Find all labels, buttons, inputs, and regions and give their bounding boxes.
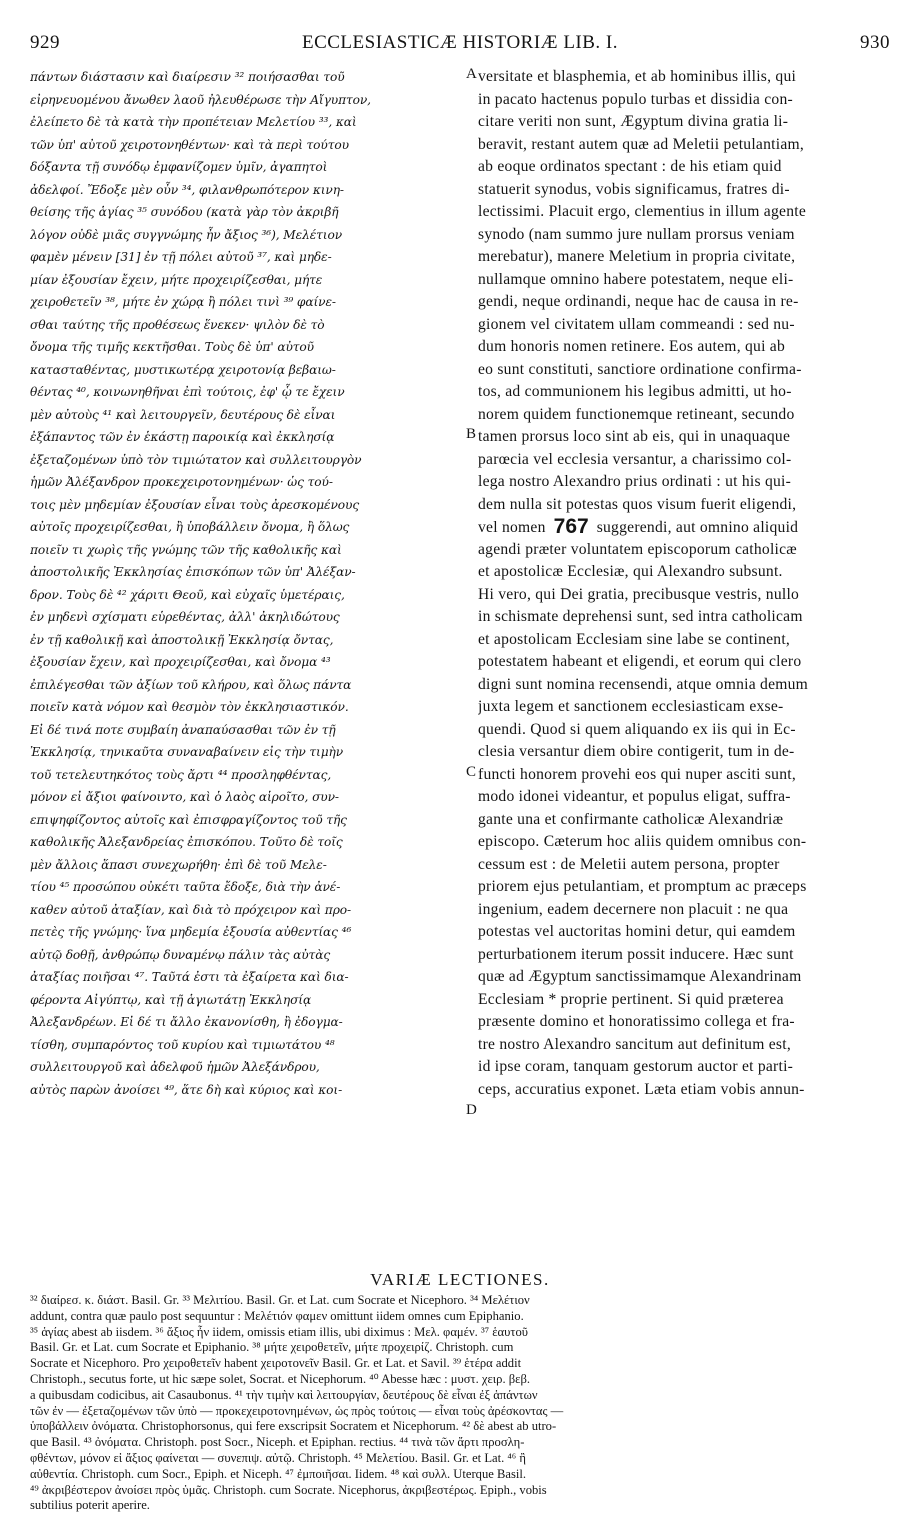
text-line: synodo (nam summo jure nullam prorsus veniam [478,225,795,243]
text-line: δόξαντα τῇ συνόδῳ ἐμφανίζομεν ὑμῖν, ἀγαπητοὶ [30,160,328,174]
text-fragment: suggerendi, aut omnino aliquid [596,519,799,536]
text-line: norem quidem functionemque retineant, secundo [478,405,795,423]
text-line: in pacato hactenus populo turbas et dissidia con- [478,90,793,108]
text-line: μίαν ἐξουσίαν ἔχειν, μήτε προχειρίζεσθαι, μήτε [30,272,323,287]
text-line: τῶν ὑπ' αὐτοῦ χειροτονηθέντων· καὶ τὰ περὶ τούτου [30,137,349,152]
text-line: modo idonei videantur, et populus eligat, suffra- [478,788,791,805]
text-line: Εἰ δέ τινά ποτε συμβαίη ἀναπαύσασθαι τῶν ἐν τῇ [30,722,336,737]
text-line: agendi præter voluntatem episcoporum catholicæ [478,540,797,558]
text-line: ἐν τῇ καθολικῇ καὶ ἀποστολικῇ Ἐκκλησίᾳ ὄντας, [30,632,334,647]
text-line: μὲν αὐτοὺς ⁴¹ καὶ λειτουργεῖν, δευτέρους δὲ εἶναι [30,407,336,422]
text-line: ποιεῖν κατὰ νόμον καὶ θεσμὸν τὸν ἐκκλησιαστικόν. [30,700,349,714]
text-line: priorem ejus petulantiam, et promptum ac præceps [478,878,807,895]
section-marker-a: A [466,66,477,82]
text-line: επιψηφίζοντος αὐτοῖς καὶ ἐπισφραγίζοντος τοῦ τῆς [30,812,347,827]
variae-lectiones-notes [30,1293,892,1514]
note-line: Basil. Gr. et Lat. cum Socrate et Epiphanio. ³⁸ μήτε χειροθετεῖν, μήτε προχειρίζ. Christoph. cum [30,1340,514,1355]
text-line: αὐτὸς παρὼν ἀνοίσει ⁴⁹, ἅτε δὴ καὶ κύριος καὶ κοι- [30,1082,343,1097]
note-line: τῶν ἐν — ἐξεταζομένων τῶν ὑπὸ — προκεχειροτονημένων, ὡς πρὸς τούτοις — εἶναι τοὺς ἀρέσκοντας — [30,1403,564,1418]
text-line: gionem vel civitatem ullam commeandi : sed nu- [478,315,795,333]
text-line: δρον. Τοὺς δὲ ⁴² χάριτι Θεοῦ, καὶ εὐχαῖς ὑμετέραις, [30,587,345,602]
section-marker-d: D [466,1102,477,1118]
text-line: gendi, neque ordinandi, neque hac de causa in re- [478,293,799,310]
note-line: subtilius poterit aperire. [30,1498,150,1513]
section-marker-c: C [466,764,477,780]
page-number-right: 930 [860,32,890,53]
note-line: ³² διαίρεσ. κ. διάστ. Basil. Gr. ³³ Μελιτίου. Basil. Gr. et Lat. cum Socrate et Nicephoro. ³⁴ Μελέτιον [30,1293,530,1307]
text-line: perturbationem iterum possit inducere. Hæc sunt [478,945,794,963]
text-line: Ecclesiam * proprie pertinent. Si quid præterea [478,990,784,1008]
text-line: clesia versantur diem obire contigerit, tum in de- [478,743,795,760]
text-line: quendi. Quod si quem aliquando ex iis qui in Ec- [478,720,796,738]
text-line: gante una et confirmante catholicæ Alexandriæ [478,810,784,828]
text-line: τοῦ τετελευτηκότος τοὺς ἄρτι ⁴⁴ προσληφθέντας, [30,767,332,782]
text-line: μόνον εἰ ἄξιοι φαίνοιντο, καὶ ὁ λαὸς αἱροῖτο, συν- [30,790,339,804]
text-line: nullamque omnino habere potestatem, neque eli- [478,270,794,288]
text-line: θέντας ⁴⁰, κοινωνηθῆναι ἐπὶ τούτοις, ἐφ' ᾧ τε ἔχειν [30,385,345,399]
text-line: τίου ⁴⁵ προσώπου οὐκέτι ταῦτα ἔδοξε, διὰ τὴν ἀνέ- [30,880,341,894]
text-line: χειροθετεῖν ³⁸, μήτε ἐν χώρᾳ ἢ πόλει τινὶ ³⁹ φαίνε- [30,295,336,309]
text-line: juxta legem et sanctionem ecclesiasticam exse- [478,698,784,715]
text-line: τίσθη, συμπαρόντος τοῦ κυρίου καὶ τιμιωτάτου ⁴⁸ [30,1037,335,1052]
text-line: episcopo. Cæterum hoc aliis quidem omnibus con- [478,833,807,850]
text-line: tos, ad communionem his legibus admitti, ut ho- [478,383,792,400]
note-line: a quibusdam codicibus, ait Casaubonus. ⁴¹ τὴν τιμὴν καὶ λειτουργίαν, δευτέρους δὲ εἶναι ἐξ ἁπάντων [30,1387,538,1402]
note-line: Socrate et Nicephoro. Pro χειροθετεῖν habent χειροτονεῖν Basil. Gr. et Lat. et Savil. ³⁹ ἑτέρα addit [30,1356,522,1371]
page-number-left: 929 [30,32,60,53]
text-fragment: vel nomen [478,519,546,536]
text-line: πετὲς τῆς γνώμης· ἵνα μηδεμία ἐξουσία αὐθεντίας ⁴⁶ [30,925,352,939]
text-line: Hi vero, qui Dei gratia, precibusque vestris, nullo [478,585,800,603]
text-line: et apostolicæ Ecclesiæ, qui Alexandro subsunt. [478,563,783,580]
text-line: Ἐκκλησίᾳ, τηνικαῦτα συναναβαίνειν εἰς τὴν τιμὴν [30,745,344,759]
running-header [30,32,890,62]
text-line: quæ ad Ægyptum sanctissimamque Alexandrinam [478,968,802,985]
text-line: digni sunt nomina recensendi, atque omnia demum [478,675,809,693]
text-line [478,516,892,539]
text-line: ἀδελφοί. Ἔδοξε μὲν οὖν ³⁴, φιλανθρωπότερον κινη- [30,182,344,197]
latin-text-column [478,66,892,1101]
text-line: λόγον οὐδὲ μιᾶς συγγνώμης ἦν ἄξιος ³⁶), Μελέτιον [30,227,343,242]
text-line: ἀποστολικῆς Ἐκκλησίας ἐπισκόπων τῶν ὑπ' Ἀλέξαν- [30,565,356,579]
note-line: φθέντων, μόνον εἰ ἄξιος φαίνεται — συνεπιψ. αὐτῷ. Christoph. ⁴⁵ Μελετίου. Basil. Gr. et Lat. ⁴⁶ ἢ [30,1450,526,1465]
text-line: τοις μὲν μηδεμίαν ἐξουσίαν εἶναι τοὺς ἀρεσκομένους [30,497,360,512]
text-line: ἐπιλέγεσθαι τῶν ἀξίων τοῦ κλήρου, καὶ ὅλως πάντα [30,677,352,692]
text-line: ingenium, eadem decernere non placuit : ne qua [478,900,789,918]
text-line: θείσης τῆς ἁγίας ³⁵ συνόδου (κατὰ γὰρ τὸν ἀκριβῆ [30,205,339,219]
text-line: potestas vel auctoritas homini detur, qui eamdem [478,923,796,940]
text-line: ἐξουσίαν ἔχειν, καὶ προχειρίζεσθαι, καὶ ὄνομα ⁴³ [30,655,331,669]
note-line: ὑποβάλλειν ὀνόματα. Christophorsonus, qui fere exscripsit Socratem et Nicephorum. ⁴² δὲ abest ab utro- [30,1419,557,1434]
text-line: ἐλείπετο δὲ τὰ κατὰ τὴν προπέτειαν Μελετίου ³³, καὶ [30,115,357,129]
text-line: potestatem habeant et eligendi, et eorum qui clero [478,653,802,670]
note-line: que Basil. ⁴³ ὀνόματα. Christoph. post Socr., Niceph. et Epiphan. rectius. ⁴⁴ τινὰ τῶν ἄρτι προσλη- [30,1435,525,1450]
text-line: lega nostro Alexandro prius ordinati : ut his qui- [478,473,792,490]
text-line: dem nulla sit potestas quos visum fuerit eligendi, [478,495,797,513]
text-line: μὲν ἄλλοις ἅπασι συνεχωρήθη· ἐπὶ δὲ τοῦ Μελε- [30,857,327,872]
text-line: αὐτοῖς προχειρίζεσθαι, ἢ ὑποβάλλειν ὄνομα, ἢ ὅλως [30,520,350,534]
text-line: id ipse coram, tanquam gestorum auctor et parti- [478,1058,794,1075]
text-line: merebatur), manere Meletium in propria civitate, [478,248,796,265]
text-line: in schismate deprehensi sunt, sed intra catholicam [478,608,803,625]
text-line: versitate et blasphemia, et ab hominibus illis, qui [478,68,797,85]
text-line: ἀταξίας ποιῆσαι ⁴⁷. Ταῦτά ἐστι τὰ ἐξαίρετα καὶ δια- [30,970,349,984]
note-line: addunt, contra quæ paulo post sequuntur : Μελέτιόν φαμεν omittunt iidem omnes cum Epiphanio. [30,1308,524,1323]
text-line: dum honoris nomen retinere. Eos autem, qui ab [478,338,786,355]
running-title: ECCLESIASTICÆ HISTORIÆ LIB. I. [301,32,619,53]
note-line: ⁴⁹ ἀκριβέστερον ἀνοίσει πρὸς ὑμᾶς. Christoph. cum Socrate. Nicephorus, ἀκριβεστέρως. Epiph., vobis [30,1482,547,1497]
text-line: ἐξεταζομένων ὑπὸ τὸν τιμιώτατον καὶ συλλειτουργὸν [30,452,362,467]
text-line: σθαι ταύτης τῆς προθέσεως ἕνεκεν· ψιλὸν δὲ τὸ [30,317,325,332]
text-line: αὐτῷ δοθῇ, ἀνθρώπῳ δυναμένῳ πάλιν τὰς αὐτὰς [30,947,331,962]
text-line: tamen prorsus loco sint ab eis, qui in unaquaque [478,428,791,445]
text-line: κατασταθέντας, μυστικωτέρᾳ χειροτονίᾳ βεβαιω- [30,362,336,377]
text-line: ab eoque ordinatos spectant : de his etiam quid [478,158,782,175]
text-line: beravit, restant autem quæ ad Meletii petulantiam, [478,135,805,153]
greek-text-column [30,66,464,1101]
text-line: καθεν αὐτοῦ ἀταξίαν, καὶ διὰ τὸ πρόχειρον καὶ προ- [30,902,352,917]
note-line: αὐθεντία. Christoph. cum Socr., Epiph. et Niceph. ⁴⁷ ἐμποιῆσαι. Iidem. ⁴⁸ καὶ συλλ. Uterque Basil. [30,1466,527,1481]
text-line: ἐν μηδενὶ σχίσματι εὑρεθέντας, ἀλλ' ἀκηλιδώτους [30,610,340,624]
text-line: cessum est : de Meletii autem persona, propter [478,855,780,873]
text-line: συλλειτουργοῦ καὶ ἀδελφοῦ ἡμῶν Ἀλεξάνδρου, [30,1060,320,1074]
text-line: ἡμῶν Ἀλέξανδρον προκεχειροτονημένων· ὡς τού- [30,475,333,489]
text-line: πάντων διάστασιν καὶ διαίρεσιν ³² ποιήσασθαι τοῦ [30,70,345,84]
text-line: Ἀλεξανδρέων. Εἰ δέ τι ἄλλο ἐκανονίσθη, ἢ ἐδογμα- [30,1015,343,1029]
text-line: statuerit synodus, vobis significamus, fratres di- [478,180,790,198]
text-line: καθολικῆς Ἀλεξανδρείας ἐπισκόπου. Τοῦτο δὲ τοῖς [30,835,343,849]
text-line: ποιεῖν τι χωρὶς τῆς γνώμης τῶν τῆς καθολικῆς καὶ [30,542,342,557]
section-marker-b: B [466,426,477,442]
text-line: εἰρηνευομένου ἄνωθεν λαοῦ ἠλευθέρωσε τὴν Αἴγυπτον, [30,92,371,107]
text-line: functi honorem provehi eos qui nuper asciti sunt, [478,765,796,783]
text-line: φέροντα Αἰγύπτῳ, καὶ τῇ ἁγιωτάτῃ Ἐκκλησίᾳ [30,992,312,1007]
note-line: Christoph., secutus forte, ut hic sæpe solet, Socrat. et Nicephorum. ⁴⁰ Abesse hæc : μυστ. χειρ. βεβ. [30,1371,530,1386]
text-line: citare veriti non sunt, Ægyptum divina gratia li- [478,113,789,130]
text-line: ὄνομα τῆς τιμῆς κεκτῆσθαι. Τοὺς δὲ ὑπ' αὐτοῦ [30,340,314,354]
inline-page-number: 767 [553,516,589,538]
text-line: ceps, accuratius exponet. Læta etiam vobis annun- [478,1080,805,1098]
text-line: ἐξάπαντος τῶν ἐν ἑκάστῃ παροικίᾳ καὶ ἐκκλησίᾳ [30,430,335,444]
text-line: φαμὲν μένειν [31] ἐν τῇ πόλει αὐτοῦ ³⁷, καὶ μηδε- [30,250,332,264]
variae-lectiones-title: VARIÆ LECTIONES. [370,1270,550,1289]
text-line: præsente domino et honoratissimo collega et fra- [478,1013,795,1030]
text-line: eo sunt constituti, sanctiore ordinatione confirma- [478,360,802,378]
text-line: et apostolicam Ecclesiam sine labe se continent, [478,630,791,648]
text-line: parœcia vel ecclesia versantur, a charissimo col- [478,450,792,468]
text-line: lectissimi. Placuit ergo, clementius in illum agente [478,203,806,220]
note-line: ³⁵ ἁγίας abest ab iisdem. ³⁶ ἄξιος ἦν iidem, omissis etiam illis, ubi diximus : Μελ. φαμέν. ³⁷ ἑαυτοῦ [30,1324,528,1339]
text-line: tre nostro Alexandro sancitum aut definitum est, [478,1035,791,1053]
